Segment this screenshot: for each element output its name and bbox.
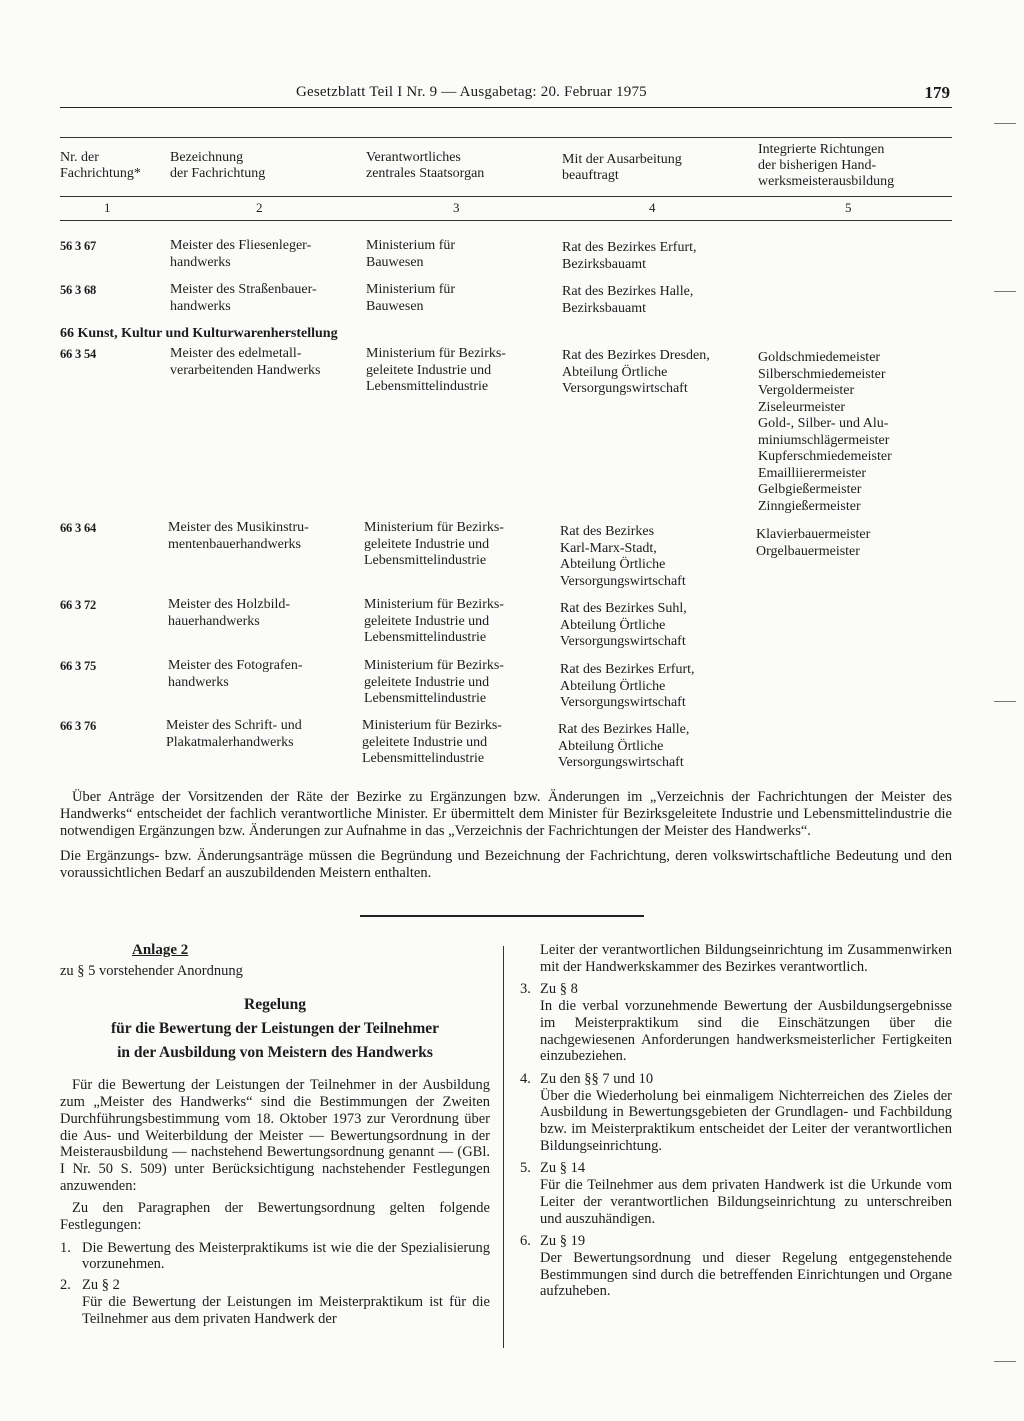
row-name: Meister des Schrift- und Plakatmalerhandwerks bbox=[166, 718, 302, 750]
regulation-body bbox=[60, 1077, 490, 1327]
regulation-heading bbox=[60, 993, 490, 1065]
anlage-subtitle: zu § 5 vorstehender Anordnung bbox=[60, 962, 243, 979]
list-item-number: 3. bbox=[520, 981, 531, 998]
page-number: 179 bbox=[924, 83, 950, 102]
colnum-3: 3 bbox=[453, 200, 460, 215]
row-name: Meister des Holzbild- hauerhandwerks bbox=[168, 597, 291, 629]
row-organ: Ministerium für Bezirks- geleitete Industrie und Lebensmittelindustrie bbox=[362, 718, 502, 766]
row-auftrag: Rat des Bezirkes Erfurt, Abteilung Örtliche Versorgungswirtschaft bbox=[560, 662, 695, 710]
row-name: Meister des Musikinstru- mentenbauerhandwerks bbox=[168, 520, 309, 552]
row-integriert: Klavierbauermeister Orgelbauermeister bbox=[756, 527, 871, 559]
margin-mark bbox=[994, 701, 1016, 702]
list-item-number: 5. bbox=[520, 1160, 531, 1177]
list-item-text: In die verbal vorzunehmende Bewertung der Ausbildungsergebnisse im Meisterpraktikum sind die Einschätzungen über die nachgewiesenen Anforderungen handwerksmeisterlicher Fertigkeiten einzubeziehen. bbox=[540, 998, 952, 1065]
row-nr: 66 3 75 bbox=[60, 659, 97, 673]
table-top-rule bbox=[60, 137, 952, 138]
closing-paragraph-2: Die Ergänzungs- bzw. Änderungsanträge müssen die Begründung und Bezeichnung der Fachrichtung, deren volkswirtschaftliche Bedeutung und den voraussichtlichen Bedarf an auszubildenden Meistern enthalten. bbox=[60, 848, 952, 881]
continuation-text: Leiter der verantwortlichen Bildungseinrichtung im Zusammenwirken mit der Handwerkskammer des Bezirkes verantwortlich. bbox=[540, 942, 952, 975]
section-divider bbox=[360, 915, 644, 917]
header-staatsorgan: Verantwortliches zentrales Staatsorgan bbox=[366, 150, 485, 181]
row-nr: 66 3 72 bbox=[60, 598, 97, 612]
list-item bbox=[60, 1277, 490, 1327]
regulation-heading-line-2: für die Bewertung der Leistungen der Teilnehmer bbox=[110, 1020, 440, 1038]
closing-text bbox=[60, 789, 952, 890]
row-auftrag: Rat des Bezirkes Halle, Abteilung Örtliche Versorgungswirtschaft bbox=[558, 722, 690, 770]
list-item-text: Über die Wiederholung bei einmaligem Nichterreichen des Zieles der Ausbildung in Bewertungsgebieten der Grundlagen- und Fachbildung bzw. im Meisterpraktikum entscheidet der Leiter der verantwortlichen Bildungseinrichtung. bbox=[540, 1087, 952, 1154]
anlage-title: Anlage 2 bbox=[132, 942, 189, 958]
list-item-heading: Zu § 19 bbox=[540, 1233, 586, 1250]
header-nr: Nr. der Fachrichtung* bbox=[60, 150, 141, 181]
header-bezeichnung: Bezeichnung der Fachrichtung bbox=[170, 150, 266, 181]
colnum-2: 2 bbox=[256, 200, 263, 215]
section-heading: 66 Kunst, Kultur und Kulturwarenherstellung bbox=[60, 326, 338, 341]
lead-paragraph: Zu den Paragraphen der Bewertungsordnung gelten folgende Festlegungen: bbox=[60, 1200, 490, 1234]
row-organ: Ministerium für Bezirks- geleitete Industrie und Lebensmittelindustrie bbox=[364, 520, 504, 568]
header-integriert: Integrierte Richtungen der bisherigen Hand- werksmeisterausbildung bbox=[758, 142, 895, 189]
list-item-heading: Zu den §§ 7 und 10 bbox=[540, 1070, 654, 1087]
column-separator bbox=[503, 946, 504, 1348]
row-name: Meister des Fotografen- handwerks bbox=[168, 658, 303, 690]
header-bottom-rule bbox=[60, 196, 952, 197]
list-item bbox=[520, 1233, 952, 1300]
margin-mark bbox=[994, 1361, 1016, 1362]
row-auftrag: Rat des Bezirkes Karl-Marx-Stadt, Abteilung Örtliche Versorgungswirtschaft bbox=[560, 524, 686, 589]
row-auftrag: Rat des Bezirkes Dresden, Abteilung Örtliche Versorgungswirtschaft bbox=[562, 348, 710, 396]
row-nr: 56 3 67 bbox=[60, 239, 97, 253]
margin-mark bbox=[994, 291, 1016, 292]
row-nr: 66 3 64 bbox=[60, 521, 97, 535]
regulation-heading-line-1: Regelung bbox=[244, 996, 306, 1014]
anlage-right-column bbox=[520, 942, 952, 1300]
row-name: Meister des Straßenbauer- handwerks bbox=[170, 282, 317, 314]
margin-mark bbox=[994, 123, 1016, 124]
intro-paragraph: Für die Bewertung der Leistungen der Teilnehmer in der Ausbildung zum „Meister des Handwerks“ sind die Bestimmungen der Zweiten Durchführungsbestimmung vom 18. Oktober 1973 zur Verordnung über die Aus- und Weiterbildung der Meister — Bewertungsordnung in der Meisterausbildung — nachstehend Bewertungsordnung genannt — (GBl. I Nr. 50 S. 509) unter Berücksichtigung nachstehender Festlegungen anzuwenden: bbox=[60, 1077, 490, 1194]
list-item-heading: Zu § 14 bbox=[540, 1160, 586, 1177]
colnum-bottom-rule bbox=[60, 220, 952, 221]
regulation-heading-line-3: in der Ausbildung von Meistern des Handwerks bbox=[117, 1044, 433, 1062]
row-organ: Ministerium für Bezirks- geleitete Industrie und Lebensmittelindustrie bbox=[366, 346, 506, 394]
list-item-number: 4. bbox=[520, 1070, 531, 1087]
row-name: Meister des Fliesenleger- handwerks bbox=[170, 238, 312, 270]
row-organ: Ministerium für Bauwesen bbox=[366, 238, 456, 270]
list-item-heading: Zu § 2 bbox=[82, 1277, 120, 1294]
row-auftrag: Rat des Bezirkes Suhl, Abteilung Örtliche Versorgungswirtschaft bbox=[560, 601, 687, 649]
anlage-left-column bbox=[60, 942, 490, 1331]
gazette-page bbox=[60, 0, 952, 1421]
row-nr: 66 3 76 bbox=[60, 719, 97, 733]
list-item-text: Für die Bewertung der Leistungen im Meisterpraktikum ist für die Teilnehmer aus dem privaten Handwerk der bbox=[82, 1293, 490, 1327]
header-rule bbox=[60, 107, 952, 108]
gazette-title: Gesetzblatt Teil I Nr. 9 — Ausgabetag: 20. Februar 1975 bbox=[296, 84, 647, 100]
list-item bbox=[520, 981, 952, 1065]
row-nr: 56 3 68 bbox=[60, 283, 97, 297]
list-item-heading: Zu § 8 bbox=[540, 981, 578, 998]
colnum-5: 5 bbox=[845, 200, 852, 215]
header-ausarbeitung: Mit der Ausarbeitung beauftragt bbox=[562, 152, 682, 183]
colnum-1: 1 bbox=[104, 200, 111, 215]
list-item-text: Für die Teilnehmer aus dem privaten Handwerk ist die Urkunde vom Leiter der verantwortlichen Bildungseinrichtung zu unterschreiben und auszuhändigen. bbox=[540, 1177, 952, 1227]
row-integriert: Goldschmiedemeister Silberschmiedemeister Vergoldermeister Ziseleurmeister Gold-, Silber- und Alu- miniumschlägermeister Kupferschmiedemeister Emailliierermeister Gelbgießermeister Zinngießermeister bbox=[758, 350, 892, 514]
list-item-number: 2. bbox=[60, 1277, 71, 1294]
colnum-4: 4 bbox=[649, 200, 656, 215]
row-auftrag: Rat des Bezirkes Erfurt, Bezirksbauamt bbox=[562, 240, 697, 272]
list-item-text: Der Bewertungsordnung und dieser Regelung entgegenstehende Bestimmungen sind durch die betreffenden Einrichtungen und Organe aufzuheben. bbox=[540, 1249, 952, 1300]
row-nr: 66 3 54 bbox=[60, 347, 97, 361]
closing-paragraph-1: Über Anträge der Vorsitzenden der Räte der Bezirke zu Ergänzungen bzw. Änderungen im „Verzeichnis der Fachrichtungen der Meister des Handwerks“ entscheidet der fachlich verantwortliche Minister. Er übermittelt dem Minister für Bezirksgeleitete Industrie und Lebensmittelindustrie die notwendigen Ergänzungen bzw. Änderungen zur Aufnahme in das „Verzeichnis der Fachrichtungen der Meister des Handwerks“. bbox=[60, 789, 952, 839]
list-item-number: 6. bbox=[520, 1233, 531, 1250]
row-name: Meister des edelmetall- verarbeitenden Handwerks bbox=[170, 346, 321, 378]
list-item bbox=[520, 1071, 952, 1155]
row-organ: Ministerium für Bezirks- geleitete Industrie und Lebensmittelindustrie bbox=[364, 658, 504, 706]
row-organ: Ministerium für Bauwesen bbox=[366, 282, 456, 314]
list-item-number: 1. bbox=[60, 1239, 71, 1256]
row-auftrag: Rat des Bezirkes Halle, Bezirksbauamt bbox=[562, 284, 694, 316]
list-item bbox=[520, 1160, 952, 1227]
row-organ: Ministerium für Bezirks- geleitete Industrie und Lebensmittelindustrie bbox=[364, 597, 504, 645]
list-item-text: Die Bewertung des Meisterpraktikums ist wie die der Spezialisierung vorzunehmen. bbox=[82, 1239, 490, 1273]
list-item bbox=[60, 1240, 490, 1273]
